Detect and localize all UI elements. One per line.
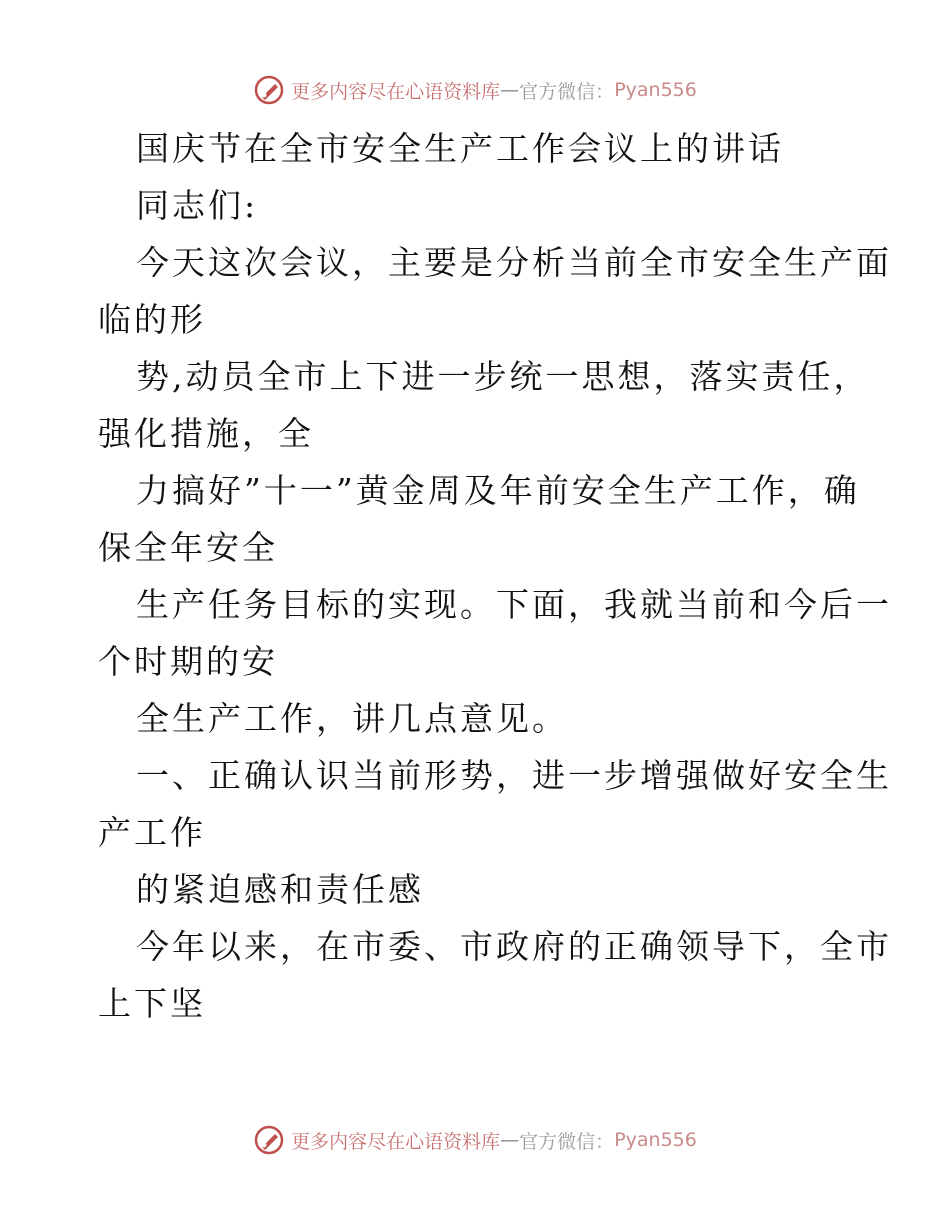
section-heading: 一、正确认识当前形势，进一步增强做好安全生 bbox=[136, 756, 892, 795]
paragraph-line: 势,动员全市上下进一步统一思想，落实责任， bbox=[136, 357, 870, 396]
watermark-separator: — bbox=[500, 1129, 520, 1151]
document-body bbox=[98, 120, 892, 1032]
paragraph-line: 保全年安全 bbox=[98, 528, 278, 567]
watermark-wechat-label: 官方微信： bbox=[519, 80, 615, 103]
footer-watermark bbox=[0, 1120, 950, 1160]
paragraph-line: 生产任务目标的实现。下面，我就当前和今后一 bbox=[136, 585, 892, 624]
watermark-wechat-id: Pyan556 bbox=[614, 79, 697, 101]
header-watermark bbox=[0, 70, 950, 110]
paragraph-line: 上下坚 bbox=[98, 984, 206, 1023]
watermark-separator: — bbox=[500, 79, 520, 101]
paragraph-line: 力搞好”十一”黄金周及年前安全生产工作，确 bbox=[136, 471, 860, 510]
document-title: 国庆节在全市安全生产工作会议上的讲话 bbox=[136, 129, 784, 168]
paragraph-line: 今年以来，在市委、市政府的正确领导下，全市 bbox=[136, 927, 892, 966]
section-heading-continued: 的紧迫感和责任感 bbox=[136, 870, 424, 909]
watermark-wechat-id: Pyan556 bbox=[614, 1129, 697, 1151]
paragraph-line: 强化措施，全 bbox=[98, 414, 314, 453]
paragraph-line: 个时期的安 bbox=[98, 642, 278, 681]
section-heading-continued: 产工作 bbox=[98, 813, 206, 852]
watermark-site-name: 更多内容尽在心语资料库 bbox=[291, 1130, 501, 1153]
watermark-site-name: 更多内容尽在心语资料库 bbox=[291, 80, 501, 103]
paragraph-line: 今天这次会议，主要是分析当前全市安全生产面 bbox=[136, 243, 892, 282]
paragraph-line: 临的形 bbox=[98, 300, 206, 339]
salutation: 同志们: bbox=[136, 186, 259, 225]
paragraph-line: 全生产工作，讲几点意见。 bbox=[136, 699, 568, 738]
watermark-wechat-label: 官方微信： bbox=[519, 1130, 615, 1153]
pen-logo-icon bbox=[253, 1124, 285, 1156]
pen-logo-icon bbox=[253, 74, 285, 106]
